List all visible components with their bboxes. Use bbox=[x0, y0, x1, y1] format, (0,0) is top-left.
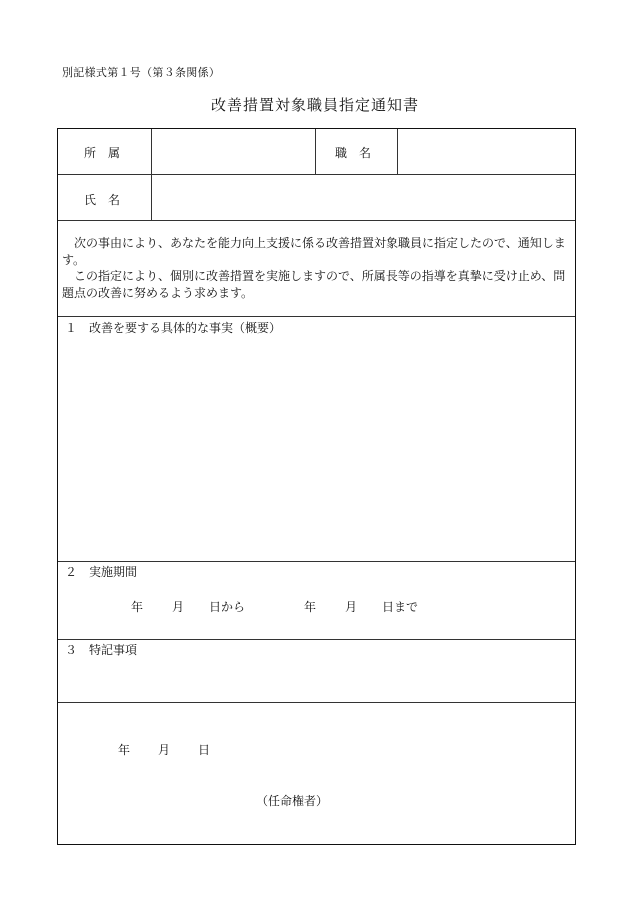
end-day-label: 日まで bbox=[382, 600, 419, 614]
position-field[interactable] bbox=[398, 130, 574, 173]
notice-paragraph-1: 次の事由により、あなたを能力向上支援に係る改善措置対象職員に指定したので、通知します。 bbox=[62, 236, 566, 267]
name-label: 氏 名 bbox=[84, 193, 121, 207]
start-year-label: 年 bbox=[131, 600, 144, 614]
row-divider bbox=[58, 702, 575, 703]
issue-day-label: 日 bbox=[198, 743, 211, 757]
issue-month-label: 月 bbox=[158, 743, 171, 757]
section-2-heading: ２ 実施期間 bbox=[65, 565, 138, 579]
section-3-heading: ３ 特記事項 bbox=[65, 643, 138, 657]
start-day-label: 日から bbox=[209, 600, 246, 614]
appointer-label: （任命権者） bbox=[256, 794, 329, 808]
section-1-heading: １ 改善を要する具体的な事実（概要） bbox=[65, 321, 282, 335]
form-table bbox=[57, 128, 576, 845]
name-field[interactable] bbox=[152, 175, 574, 219]
position-label: 職 名 bbox=[335, 146, 372, 160]
notice-text bbox=[62, 235, 572, 301]
affiliation-field[interactable] bbox=[152, 130, 314, 173]
column-divider bbox=[315, 129, 316, 174]
issue-year-label: 年 bbox=[118, 743, 131, 757]
end-month-label: 月 bbox=[345, 600, 358, 614]
row-divider bbox=[58, 220, 575, 221]
notice-paragraph-2: この指定により、個別に改善措置を実施しますので、所属長等の指導を真摯に受け止め、問題点の改善に努めるよう求めます。 bbox=[62, 269, 566, 300]
section-1-field[interactable] bbox=[59, 335, 575, 559]
affiliation-label: 所 属 bbox=[84, 146, 121, 160]
row-divider bbox=[58, 316, 575, 317]
form-number-label: 別記様式第１号（第３条関係） bbox=[62, 66, 221, 79]
end-year-label: 年 bbox=[304, 600, 317, 614]
row-divider bbox=[58, 561, 575, 562]
document-title: 改善措置対象職員指定通知書 bbox=[210, 96, 419, 114]
start-month-label: 月 bbox=[172, 600, 185, 614]
row-divider bbox=[58, 639, 575, 640]
section-3-field[interactable] bbox=[59, 657, 575, 701]
